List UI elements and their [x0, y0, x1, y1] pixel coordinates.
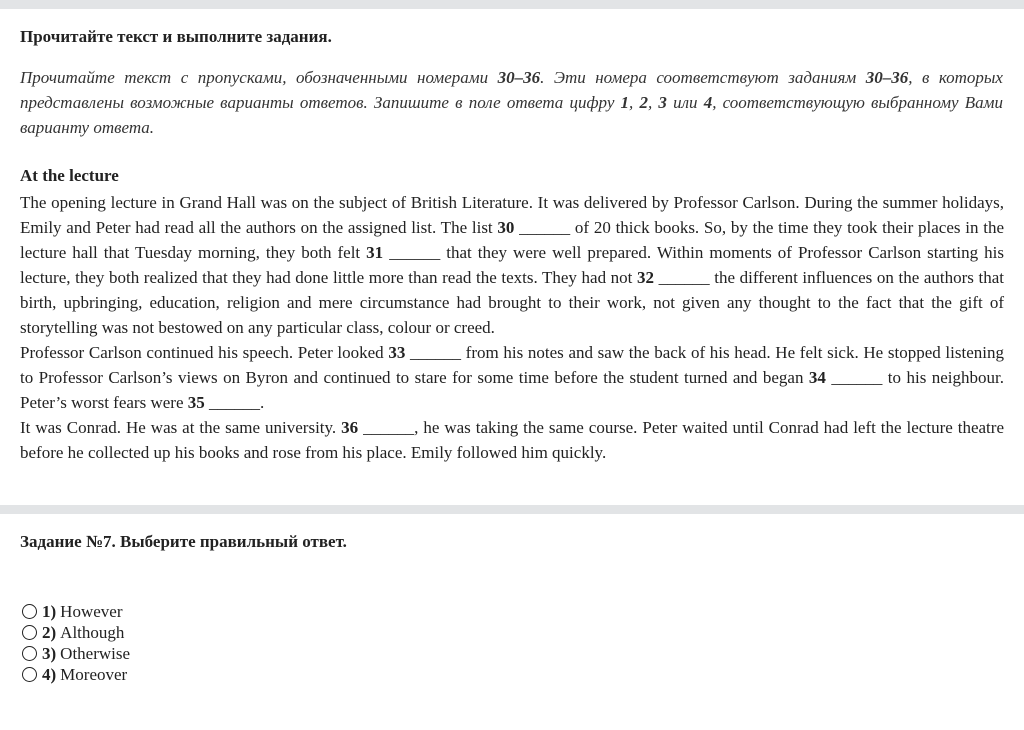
answer-option-1[interactable] — [20, 601, 130, 622]
passage-text: ______ the different influences on the authors that birth, upbringing, education, religion and mere circumstance had brought to their work, not given any thought to the fact that the gift of storytelling was not bestowed on any particular class, colour or creed. — [20, 268, 1004, 337]
instructions-digit: 1 — [620, 93, 630, 112]
option-label: However — [60, 601, 123, 621]
instructions-text: , соответствующую выбранному Вами варианту ответа. — [20, 93, 1004, 137]
gap-number: 35 — [187, 393, 205, 412]
option-label: Otherwise — [60, 643, 131, 663]
instructions-digit: 2 — [639, 93, 648, 112]
gap-number: 31 — [366, 243, 384, 262]
gap-number: 30 — [497, 218, 515, 237]
instructions-range: 30–36 — [497, 68, 541, 87]
section-divider — [0, 505, 1024, 514]
passage-text: ______, he was taking the same course. Peter waited until Conrad had left the lecture theatre before he collected up his books and rose from his place. Emily followed him quickly. — [20, 418, 1004, 462]
passage-text: ______ from his notes and saw the back of his head. He felt sick. He stopped listening to Professor Carlson’s views on Byron and continued to stare for some time before the student turned and began — [20, 343, 1004, 387]
passage-text: It was Conrad. He was at the same university. — [20, 418, 342, 437]
option-number: 1) — [42, 601, 57, 621]
passage-paragraph — [20, 190, 1004, 340]
task-title: Задание №7. Выберите правильный ответ. — [20, 532, 347, 551]
task-instructions — [20, 65, 1003, 140]
passage-text: ______ that they were well prepared. Within moments of Professor Carlson starting his lecture, they both realized that they had done little more than read the texts. They had not — [20, 243, 1004, 287]
passage-body — [20, 190, 1004, 465]
gap-number: 36 — [341, 418, 359, 437]
gap-number: 32 — [637, 268, 655, 287]
gap-number: 34 — [808, 368, 826, 387]
answer-option-2[interactable] — [20, 622, 130, 643]
instructions-digit: 3 — [658, 93, 667, 112]
instructions-separator: , — [629, 93, 640, 112]
passage-text: ______ of 20 thick books. So, by the time they took their places in the lecture hall that Tuesday morning, they both felt — [20, 218, 1004, 262]
instructions-text: , в которых представлены возможные варианты ответов. Запишите в поле ответа цифру — [20, 68, 1003, 112]
passage-text: The opening lecture in Grand Hall was on the subject of British Literature. It was delivered by Professor Carlson. During the summer holidays, Emily and Peter had read all the authors on the assigned list. The list — [20, 193, 1004, 237]
instructions-separator: или — [666, 93, 704, 112]
option-number: 2) — [42, 622, 57, 642]
passage-paragraph — [20, 415, 1004, 465]
top-divider — [0, 0, 1024, 9]
answer-option-3[interactable] — [20, 643, 130, 664]
instructions-text: . Эти номера соответствуют заданиям — [540, 68, 866, 87]
passage-title: At the lecture — [20, 166, 119, 185]
option-label: Although — [60, 622, 125, 642]
radio-button[interactable] — [22, 604, 37, 619]
option-label: Moreover — [60, 664, 128, 684]
instructions-digit: 4 — [703, 93, 713, 112]
answer-options — [20, 601, 130, 685]
page-heading: Прочитайте текст и выполните задания. — [20, 27, 332, 46]
answer-option-4[interactable] — [20, 664, 130, 685]
gap-number: 33 — [388, 343, 406, 362]
radio-button[interactable] — [22, 646, 37, 661]
radio-button[interactable] — [22, 625, 37, 640]
passage-text: ______ to his neighbour. Peter’s worst fears were — [20, 368, 1004, 412]
option-number: 4) — [42, 664, 57, 684]
instructions-text: Прочитайте текст с пропусками, обозначенными номерами — [20, 68, 498, 87]
passage-text: Professor Carlson continued his speech. Peter looked — [20, 343, 389, 362]
instructions-range: 30–36 — [865, 68, 909, 87]
radio-button[interactable] — [22, 667, 37, 682]
passage-paragraph — [20, 340, 1004, 415]
passage-text: ______. — [204, 393, 265, 412]
option-number: 3) — [42, 643, 57, 663]
instructions-separator: , — [647, 93, 659, 112]
